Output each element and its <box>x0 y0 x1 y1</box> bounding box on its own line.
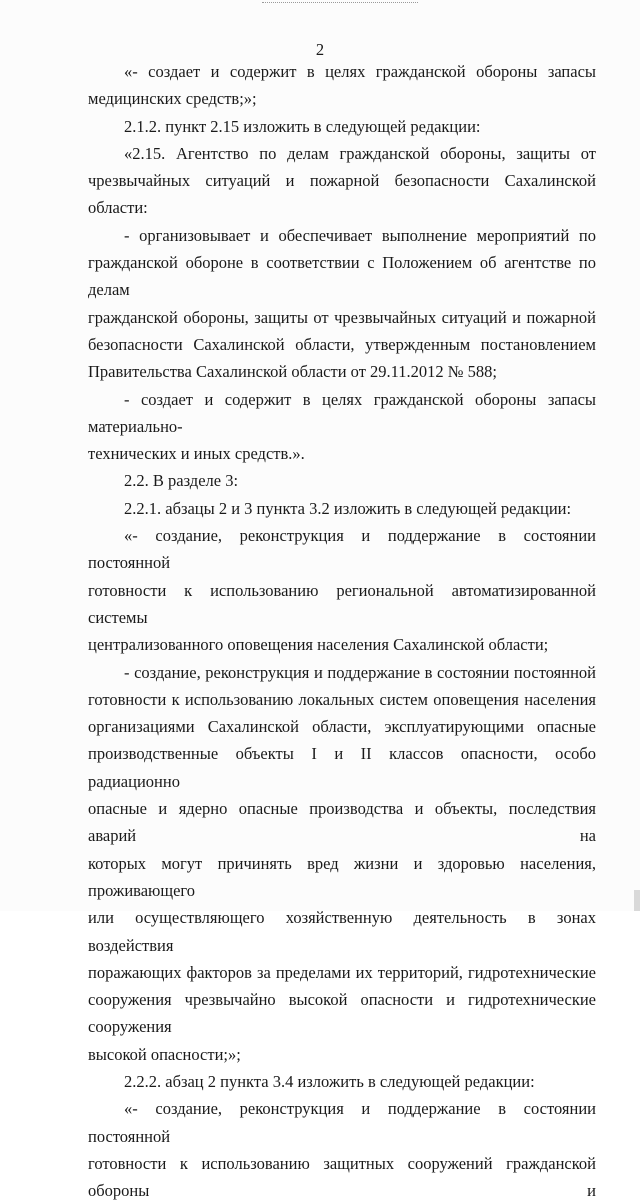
paragraph-line: «2.15. Агентство по делам гражданской обороны, защиты от <box>124 143 596 163</box>
paragraph-line: готовности к использованию защитных сооружений гражданской обороны и <box>88 1153 596 1201</box>
scan-edge-mark <box>634 890 640 911</box>
paragraph-line: медицинских средств;»; <box>88 89 257 109</box>
paragraph-line: гражданской обороны, защиты от чрезвычайных ситуаций и пожарной <box>88 307 596 327</box>
paragraph-line: «- создание, реконструкция и поддержание в состоянии постоянной <box>88 1099 596 1146</box>
paragraph-line: Правительства Сахалинской области от 29.11.2012 № 588; <box>88 362 498 382</box>
paragraph-line: организациями Сахалинской области, эксплуатирующими опасные <box>88 717 596 737</box>
paragraph-line: 2.1.2. пункт 2.15 изложить в следующей редакции: <box>124 116 481 136</box>
paragraph-line: централизованного оповещения населения Сахалинской области; <box>88 635 549 655</box>
paragraph-line: готовности к использованию локальных систем оповещения населения <box>88 689 596 709</box>
paragraph-line: - создание, реконструкция и поддержание в состоянии постоянной <box>124 662 596 682</box>
paragraph-line: производственные объекты I и II классов опасности, особо радиационно <box>88 744 596 791</box>
paragraph-line: 2.2.1. абзацы 2 и 3 пункта 3.2 изложить в следующей редакции: <box>124 498 572 518</box>
page-number: 2 <box>315 40 325 59</box>
scan-edge-line <box>262 2 418 3</box>
paragraph-line: высокой опасности;»; <box>88 1044 241 1064</box>
paragraph-line: технических и иных средств.». <box>88 444 305 464</box>
paragraph-line: гражданской обороне в соответствии с Положением об агентстве по делам <box>88 253 596 300</box>
paragraph-line: или осуществляющего хозяйственную деятельность в зонах воздействия <box>88 908 596 955</box>
document-body <box>88 58 596 1204</box>
paragraph-line: 2.2. В разделе 3: <box>124 471 239 491</box>
paragraph-line: 2.2.2. абзац 2 пункта 3.4 изложить в следующей редакции: <box>124 1071 535 1091</box>
paragraph-line: опасные и ядерно опасные производства и объекты, последствия аварий на <box>88 799 596 846</box>
paragraph-line: чрезвычайных ситуаций и пожарной безопасности Сахалинской области: <box>88 171 596 218</box>
paragraph-line: которых могут причинять вред жизни и здоровью населения, проживающего <box>88 853 596 900</box>
paragraph-line: - создает и содержит в целях гражданской обороны запасы материально- <box>88 389 596 436</box>
paragraph-line: «- создает и содержит в целях гражданской обороны запасы <box>124 62 596 81</box>
paragraph-line: поражающих факторов за пределами их территорий, гидротехнические <box>88 962 596 982</box>
paragraph-line: готовности к использованию региональной автоматизированной системы <box>88 580 596 627</box>
paragraph-line: «- создание, реконструкция и поддержание в состоянии постоянной <box>88 526 596 573</box>
paragraph-line: безопасности Сахалинской области, утвержденным постановлением <box>88 334 596 354</box>
paragraph-line: - организовывает и обеспечивает выполнение мероприятий по <box>124 225 596 245</box>
paragraph-line: сооружения чрезвычайно высокой опасности и гидротехнические сооружения <box>88 990 596 1037</box>
